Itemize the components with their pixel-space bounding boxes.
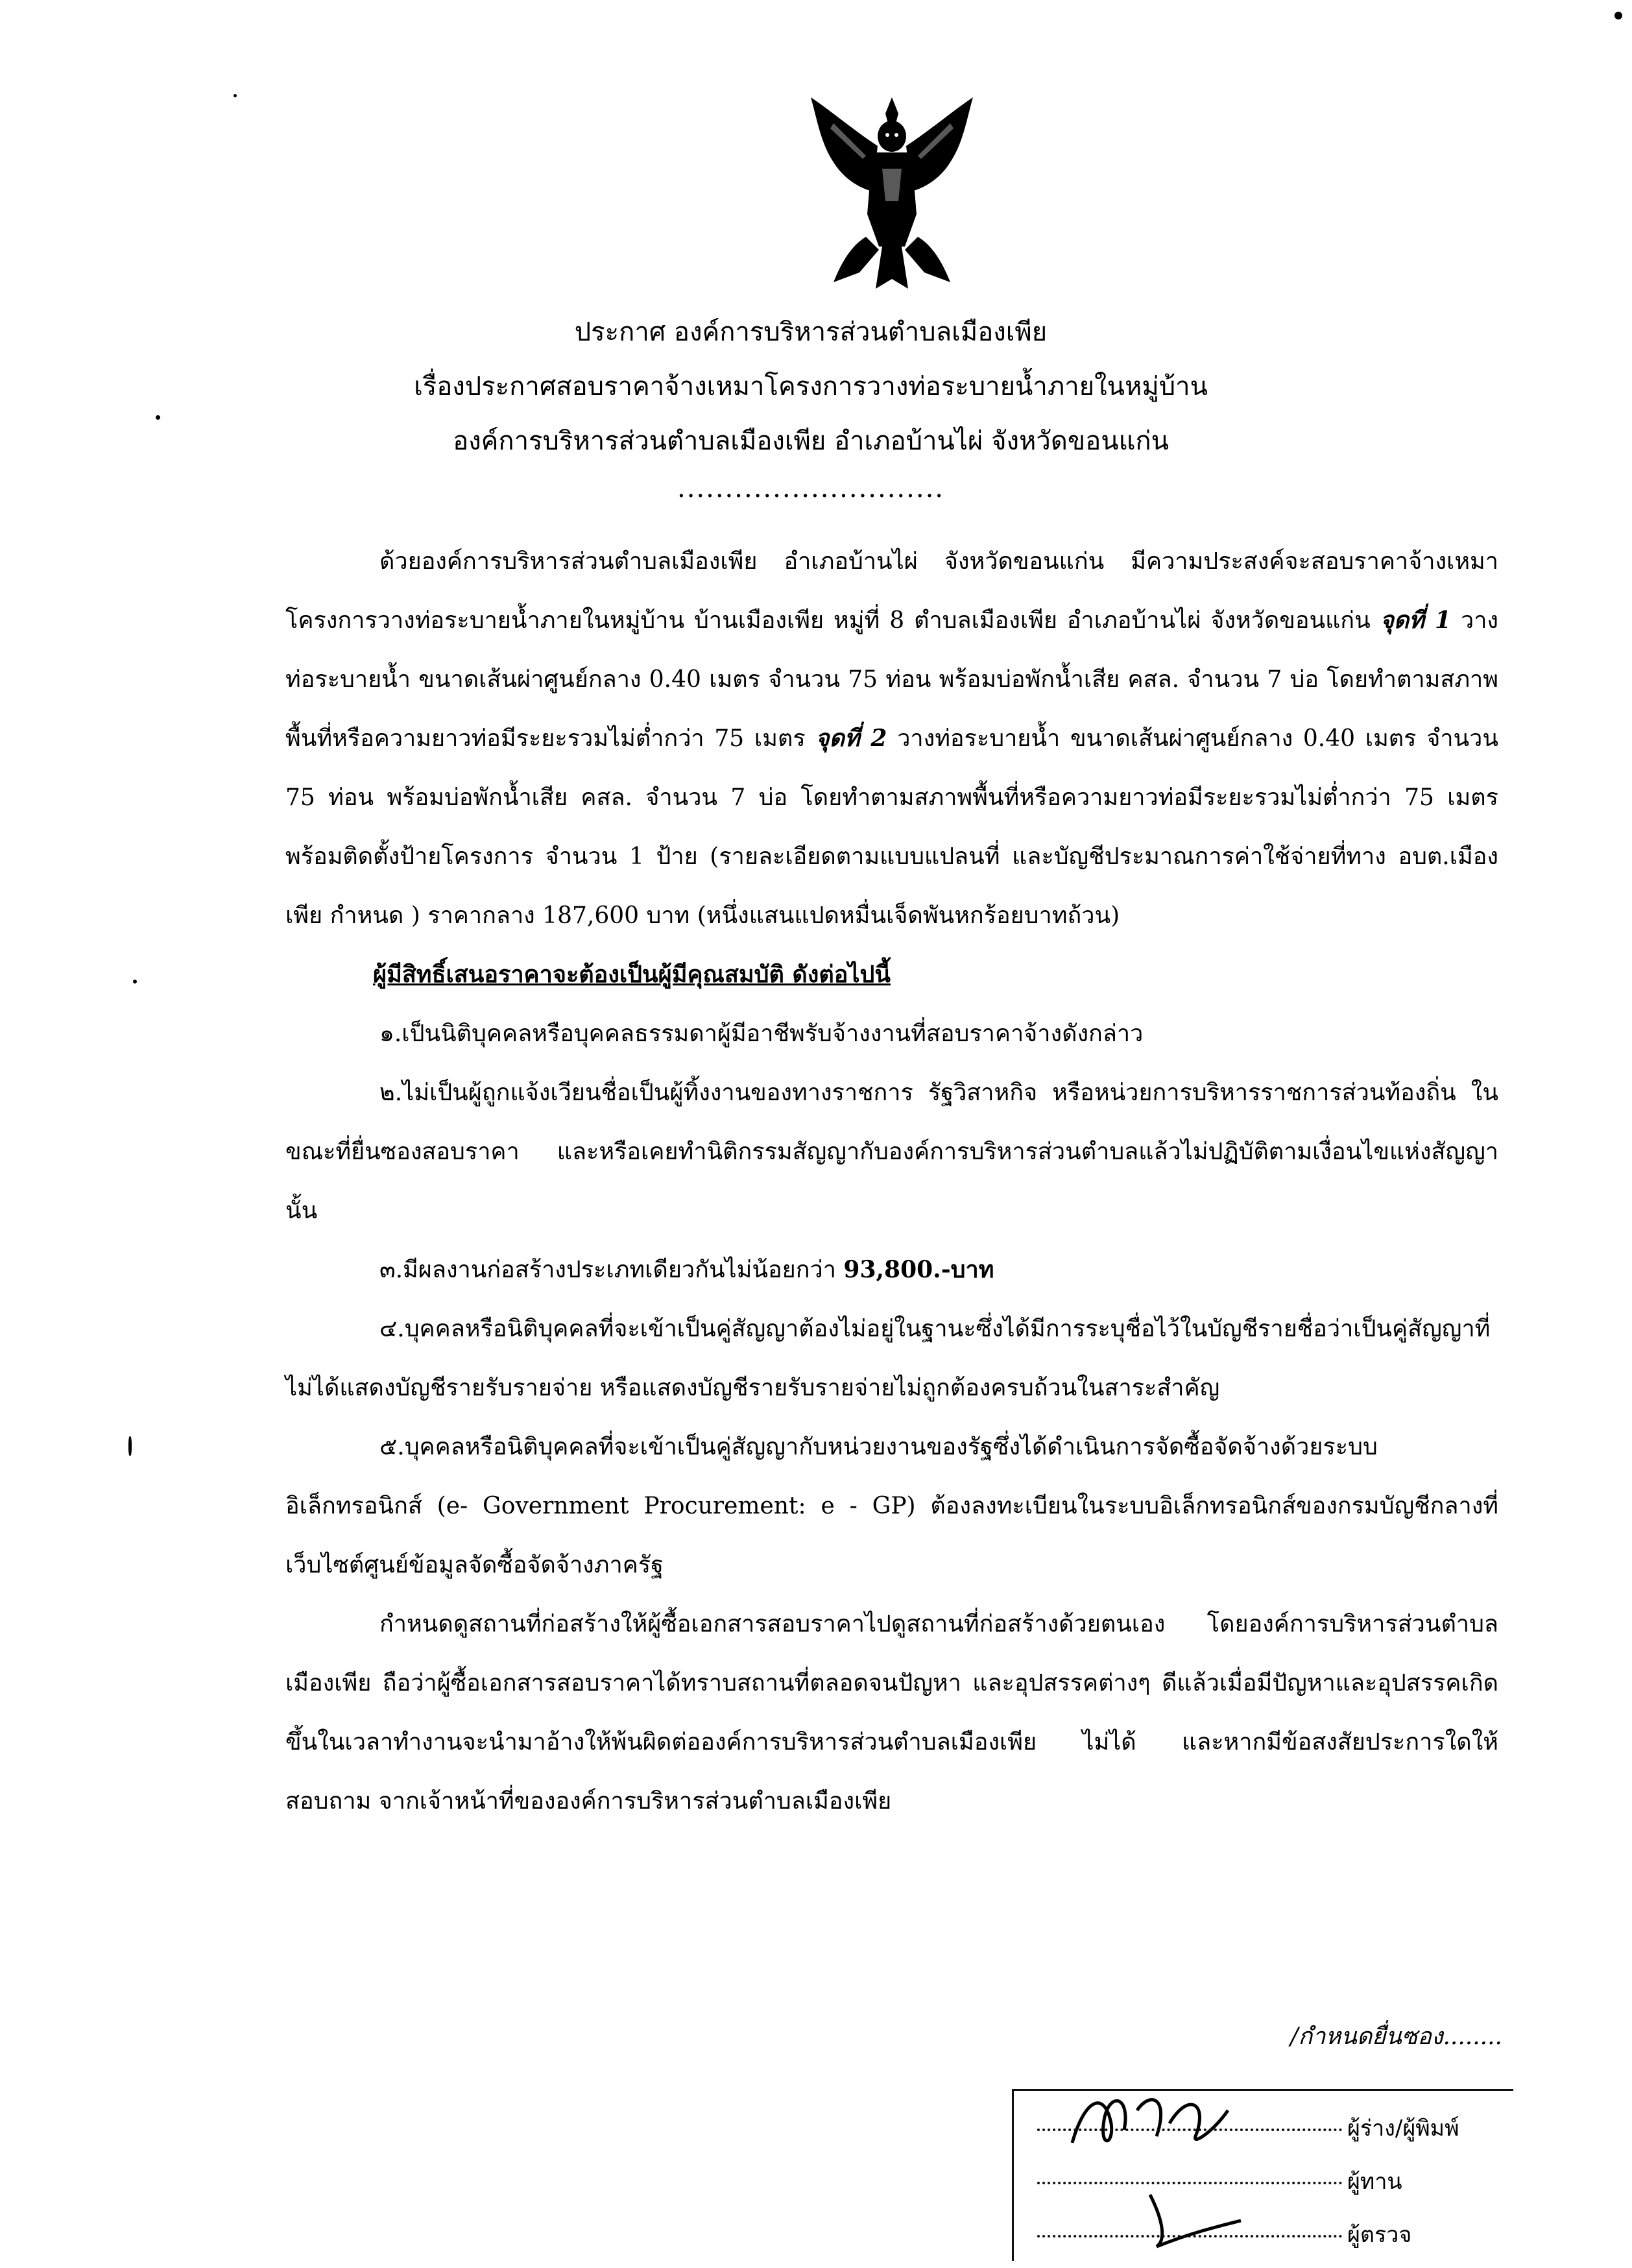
point-2-label: จุดที่ 2 [815, 725, 887, 752]
scan-speck [1614, 12, 1622, 19]
drafter-label: ผู้ร่าง/ผู้พิมพ์ [1347, 2116, 1459, 2141]
approval-stamp [1012, 2089, 1513, 2261]
header-divider: ............................ [677, 474, 944, 503]
announcement-title: ประกาศ องค์การบริหารส่วนตำบลเมืองเพีย [574, 317, 1048, 347]
intro-text-3: วางท่อระบายน้ำ ขนาดเส้นผ่าศูนย์กลาง 0.40 เมตร จำนวน 75 ท่อน พร้อมบ่อพักน้ำเสีย คสล. จำนวน 7 บ่อ โดยทำตามสภาพพื้นที่หรือความยาวท่อมีระยะรวมไม่ต่ำกว่า 75 เมตร พร้อมติดตั้งป้ายโครงการ จำนวน 1 ป้าย (รายละเอียดตามแบบแปลนที่ และบัญชีประมาณการค่าใช้จ่ายที่ทาง อบต.เมืองเพีย กำหนด ) ราคากลาง 187,600 บาท (หนึ่งแสนแปดหมื่นเจ็ดพันหกร้อยบาทถ้วน) [285, 725, 1498, 929]
announcement-body [285, 532, 1498, 1831]
reviewer-line [1037, 2182, 1342, 2184]
scan-speck [234, 94, 237, 97]
announcement-header [195, 305, 1427, 505]
intro-paragraph [285, 532, 1498, 945]
scan-speck [156, 415, 160, 420]
intro-text-2: วางท่อระบายน้ำ ขนาดเส้นผ่าศูนย์กลาง 0.40 เมตร จำนวน 75 ท่อน พร้อมบ่อพักน้ำเสีย คสล. จำนวน 7 บ่อ โดยทำตามสภาพพื้นที่หรือความยาวท่อมีระยะรวมไม่ต่ำกว่า 75 เมตร [285, 607, 1498, 752]
qualification-item-3 [285, 1240, 1498, 1299]
qualification-item-5: ๕.บุคคลหรือนิติบุคคลที่จะเข้าเป็นคู่สัญญากับหน่วยงานของรัฐซึ่งได้ดำเนินการจัดซื้อจัดจ้างด้วยระบบอิเล็กทรอนิกส์ (e- Government Procurement: e - GP) ต้องลงทะเบียนในระบบอิเล็กทรอนิกส์ของกรมบัญชีกลางที่เว็บไซต์ศูนย์ข้อมูลจัดซื้อจัดจ้างภาครัฐ [285, 1434, 1498, 1578]
announcement-organization: องค์การบริหารส่วนตำบลเมืองเพีย อำเภอบ้านไผ่ จังหวัดขอนแก่น [453, 426, 1169, 456]
scan-speck [128, 1436, 132, 1456]
checker-label: ผู้ตรวจ [1347, 2222, 1412, 2248]
continuation-note: /กำหนดยื่นซอง........ [1290, 2023, 1502, 2050]
intro-text-1: ด้วยองค์การบริหารส่วนตำบลเมืองเพีย อำเภอบ้านไผ่ จังหวัดขอนแก่น มีความประสงค์จะสอบราคาจ้างเหมาโครงการวางท่อระบายน้ำภายในหมู่บ้าน บ้านเมืองเพีย หมู่ที่ 8 ตำบลเมืองเพีย อำเภอบ้านไผ่ จังหวัดขอนแก่น [285, 548, 1498, 634]
scan-speck [133, 980, 137, 983]
reviewer-row [1037, 2164, 1504, 2199]
qualifications-heading: ผู้มีสิทธิ์เสนอราคาจะต้องเป็นผู้มีคุณสมบัติ ดังต่อไปนี้ [373, 961, 891, 988]
qualification-item-3-amount: 93,800.-บาท [843, 1256, 994, 1283]
drafter-line [1037, 2129, 1342, 2131]
garuda-emblem-icon [795, 84, 989, 298]
reviewer-label: ผู้ทาน [1347, 2169, 1402, 2195]
qualification-item-2: ๒.ไม่เป็นผู้ถูกแจ้งเวียนชื่อเป็นผู้ทิ้งงานของทางราชการ รัฐวิสาหกิจ หรือหน่วยการบริหารราชการส่วนท้องถิ่น ในขณะที่ยื่นซองสอบราคา และหรือเคยทำนิติกรรมสัญญากับองค์การบริหารส่วนตำบลแล้วไม่ปฏิบัติตามเงื่อนไขแห่งสัญญานั้น [285, 1080, 1498, 1224]
qualification-item-3-text: ๓.มีผลงานก่อสร้างประเภทเดียวกันไม่น้อยกว่า [379, 1257, 844, 1283]
announcement-subject: เรื่องประกาศสอบราคาจ้างเหมาโครงการวางท่อระบายน้ำภายในหมู่บ้าน [414, 372, 1208, 402]
drafter-row [1037, 2110, 1504, 2145]
qualification-item-4: ๔.บุคคลหรือนิติบุคคลที่จะเข้าเป็นคู่สัญญาต้องไม่อยู่ในฐานะซึ่งได้มีการระบุชื่อไว้ในบัญชีรายชื่อว่าเป็นคู่สัญญาที่ไม่ได้แสดงบัญชีรายรับรายจ่าย หรือแสดงบัญชีรายรับรายจ่ายไม่ถูกต้องครบถ้วนในสาระสำคัญ [285, 1316, 1491, 1401]
checker-line [1037, 2235, 1342, 2238]
point-1-label: จุดที่ 1 [1380, 607, 1452, 634]
checker-row [1037, 2217, 1504, 2252]
qualification-item-1: ๑.เป็นนิติบุคคลหรือบุคคลธรรมดาผู้มีอาชีพรับจ้างงานที่สอบราคาจ้างดังกล่าว [379, 1020, 1144, 1047]
site-visit-paragraph: กำหนดดูสถานที่ก่อสร้างให้ผู้ซื้อเอกสารสอบราคาไปดูสถานที่ก่อสร้างด้วยตนเอง โดยองค์การบริหารส่วนตำบลเมืองเพีย ถือว่าผู้ซื้อเอกสารสอบราคาได้ทราบสถานที่ตลอดจนปัญหา และอุปสรรคต่างๆ ดีแล้วเมื่อมีปัญหาและอุปสรรคเกิดขึ้นในเวลาทำงานจะนำมาอ้างให้พ้นผิดต่อองค์การบริหารส่วนตำบลเมืองเพีย ไม่ได้ และหากมีข้อสงสัยประการใดให้สอบถาม จากเจ้าหน้าที่ขององค์การบริหารส่วนตำบลเมืองเพีย [285, 1611, 1498, 1815]
